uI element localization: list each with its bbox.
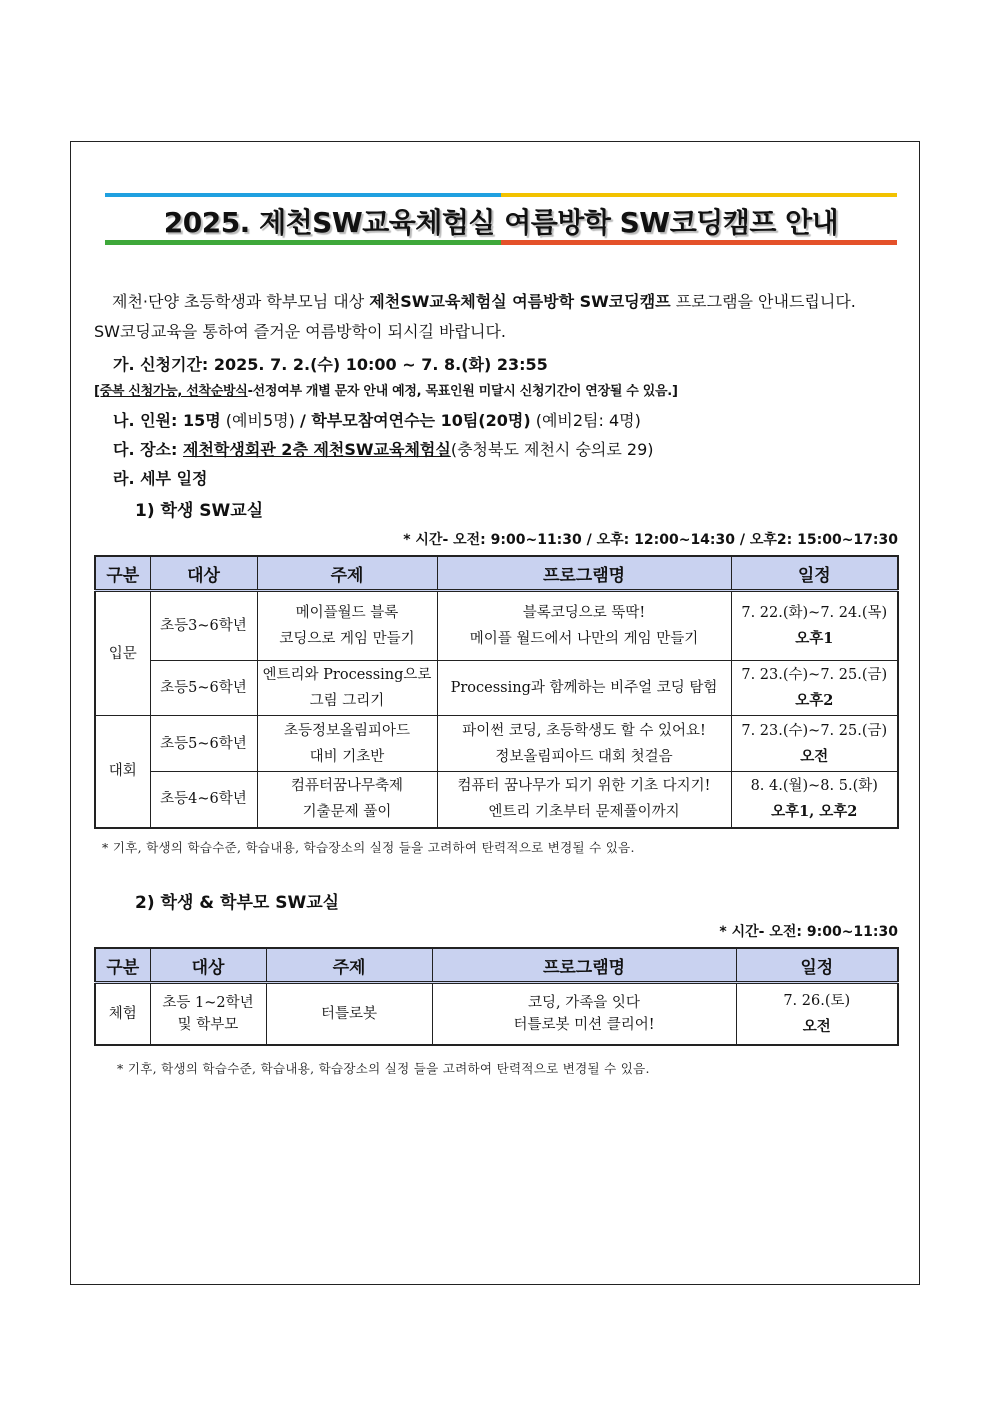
section2-time: * 시간- 오전: 9:00~11:30 — [719, 924, 898, 940]
place-address: (충청북도 제천시 숭의로 29) — [450, 440, 654, 459]
people-reserve: (예비5명) — [220, 411, 300, 430]
program-cell — [437, 661, 731, 716]
schedule-date: 7. 26.(토) — [783, 992, 851, 1009]
table-row — [95, 591, 898, 661]
topic-cell — [257, 772, 437, 828]
title-bar-green — [105, 240, 501, 245]
place-name: 제천학생회관 2층 제천SW교육체험실 — [183, 440, 451, 459]
topic-line: 기출문제 풀이 — [302, 804, 392, 821]
header-category: 구분 — [95, 948, 150, 983]
parent-teams: / 학부모참여연수는 10팀(20명) — [299, 411, 531, 430]
section1-footnote: * 기후, 학생의 학습수준, 학습내용, 학습장소의 실정 들을 고려하여 탄력적으로 변경될 수 있음. — [102, 840, 635, 855]
schedule-date: 7. 22.(화)~7. 24.(목) — [741, 605, 888, 621]
program-line: Processing과 함께하는 비주얼 코딩 탐험 — [450, 680, 718, 696]
place-info — [113, 437, 654, 460]
detail-schedule-heading: 라. 세부 일정 — [113, 469, 208, 488]
program-cell — [437, 772, 731, 828]
target-cell: 초등5~6학년 — [150, 661, 257, 716]
section1-time: * 시간- 오전: 9:00~11:30 / 오후: 12:00~14:30 / 오후2: 15:00~17:30 — [403, 532, 898, 548]
family-schedule-table — [94, 947, 899, 1046]
schedule-date: 8. 4.(월)~8. 5.(화) — [750, 778, 878, 795]
program-line: 코딩, 가족을 잇다 — [528, 994, 640, 1011]
topic-cell: 터틀로봇 — [266, 983, 432, 1045]
schedule-date: 7. 23.(수)~7. 25.(금) — [741, 722, 888, 739]
topic-cell — [257, 716, 437, 772]
title-bar-red — [501, 240, 897, 245]
program-line: 파이썬 코딩, 초등학생도 할 수 있어요! — [462, 722, 706, 739]
topic-line: 엔트리와 Processing으로 — [262, 667, 432, 683]
apply-note — [94, 380, 678, 399]
topic-line: 코딩으로 게임 만들기 — [279, 631, 415, 647]
page-title: 2025. 제천SW교육체험실 여름방학 SW코딩캠프 안내 — [163, 206, 839, 239]
header-topic: 주제 — [266, 948, 432, 983]
table-row — [95, 661, 898, 716]
place-label: 다. 장소: — [113, 440, 183, 459]
table-row — [95, 772, 898, 828]
topic-line: 그림 그리기 — [309, 693, 385, 709]
people-count: 나. 인원: 15명 — [113, 411, 221, 430]
intro-line2: SW코딩교육을 통하여 즐거운 여름방학이 되시길 바랍니다. — [94, 322, 506, 341]
schedule-slot: 오후2 — [795, 692, 834, 709]
target-cell: 초등4~6학년 — [150, 772, 257, 828]
intro-text-end: 프로그램을 안내드립니다. — [670, 292, 856, 311]
topic-line: 컴퓨터꿈나무축제 — [290, 778, 404, 795]
category-cell: 대회 — [95, 716, 150, 828]
student-schedule-table — [94, 555, 899, 829]
intro-text: 제천·단양 초등학생과 학부모님 대상 — [112, 292, 370, 311]
schedule-cell — [731, 591, 898, 661]
table-row — [95, 716, 898, 772]
section2-footnote: * 기후, 학생의 학습수준, 학습내용, 학습장소의 실정 들을 고려하여 탄력적으로 변경될 수 있음. — [117, 1061, 650, 1076]
category-cell: 입문 — [95, 591, 150, 716]
schedule-cell — [731, 716, 898, 772]
schedule-slot: 오전 — [802, 1017, 831, 1035]
header-target: 대상 — [150, 948, 266, 983]
schedule-cell — [731, 661, 898, 716]
program-cell — [437, 716, 731, 772]
program-line: 터틀로봇 미션 클리어! — [513, 1016, 655, 1033]
header-schedule: 일정 — [736, 948, 898, 983]
target-cell: 초등5~6학년 — [150, 716, 257, 772]
topic-line: 메이플월드 블록 — [295, 605, 399, 621]
header-category: 구분 — [95, 556, 150, 591]
apply-note-underlined: [중복 신청가능, 선착순방식 — [94, 384, 248, 399]
title-bar-yellow — [501, 193, 897, 197]
table-row — [95, 983, 898, 1045]
program-line: 메이플 월드에서 나만의 게임 만들기 — [469, 631, 699, 647]
intro-program-name: 제천SW교육체험실 여름방학 SW코딩캠프 — [369, 292, 671, 311]
program-cell — [432, 983, 736, 1045]
title-bar-blue — [105, 193, 501, 197]
topic-line: 대비 기초반 — [309, 748, 385, 765]
table-header-row — [95, 556, 898, 591]
schedule-slot: 오후1 — [795, 630, 834, 647]
header-program: 프로그램명 — [437, 556, 731, 591]
program-line: 컴퓨터 꿈나무가 되기 위한 기초 다지기! — [457, 778, 711, 795]
category-cell: 체험 — [95, 983, 150, 1045]
schedule-date: 7. 23.(수)~7. 25.(금) — [741, 667, 888, 683]
table-header-row — [95, 948, 898, 983]
target-line: 초등 1~2학년 — [162, 994, 254, 1011]
target-line: 및 학부모 — [177, 1016, 239, 1033]
target-cell — [150, 983, 266, 1045]
schedule-slot: 오전 — [800, 747, 829, 765]
program-line: 블록코딩으로 뚝딱! — [522, 605, 646, 621]
section1-title: 1) 학생 SW교실 — [135, 501, 264, 521]
header-program: 프로그램명 — [432, 948, 736, 983]
people-info — [113, 408, 641, 431]
parent-reserve: (예비2팀: 4명) — [530, 411, 641, 430]
header-target: 대상 — [150, 556, 257, 591]
apply-note-rest: -선정여부 개별 문자 안내 예정, 목표인원 미달시 신청기간이 연장될 수 있음.] — [247, 384, 678, 399]
topic-line: 초등정보올림피아드 — [283, 722, 411, 739]
program-line: 엔트리 기초부터 문제풀이까지 — [488, 804, 680, 821]
intro-paragraph — [94, 287, 898, 317]
header-topic: 주제 — [257, 556, 437, 591]
program-cell — [437, 591, 731, 661]
schedule-cell — [731, 772, 898, 828]
schedule-slot: 오후1, 오후2 — [771, 803, 858, 821]
title-banner — [105, 193, 897, 245]
target-cell: 초등3~6학년 — [150, 591, 257, 661]
header-schedule: 일정 — [731, 556, 898, 591]
topic-cell — [257, 661, 437, 716]
schedule-cell — [736, 983, 898, 1045]
section2-title: 2) 학생 & 학부모 SW교실 — [135, 893, 340, 913]
apply-period: 가. 신청기간: 2025. 7. 2.(수) 10:00 ~ 7. 8.(화) 23:55 — [113, 355, 548, 374]
program-line: 정보올림피아드 대회 첫걸음 — [495, 748, 673, 765]
topic-cell — [257, 591, 437, 661]
